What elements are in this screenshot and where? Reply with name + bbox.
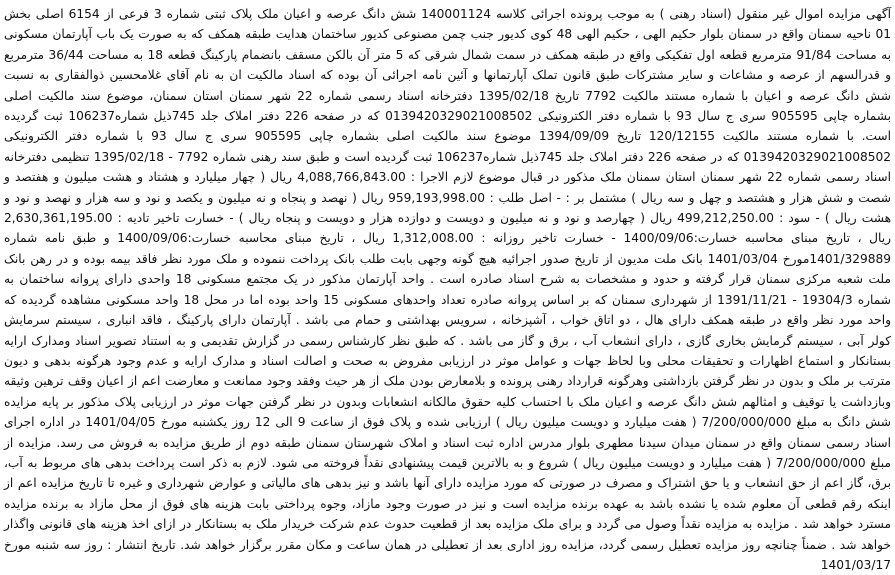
auction-notice-page	[4, 4, 892, 572]
auction-notice-text: آگهی مزایده اموال غیر منقول (اسناد رهنی ) به موجب پرونده اجرائی کلاسه 140001124 شش دانگ عرصه و اعیان ملک پلاک ثبتی شماره 3 فرعی از 6154 اصلی بخش 01 ناحیه سمنان واقع در سمنان بلوار حکیم الهی ، حکیم الهی 48 کوی کدیور جنب چمن مصنوعی کدیور ساختمان هدایت طبقه همکف که به صورت یک باب آپارتمان مسکونی به مساحت 91/84 مترمربع قطعه اول تفکیکی واقع در طبقه همکف در سمت شمال شرقی که 5 متر آن بالکن مسقف بانضمام پارکینگ قطعه 18 به مساحت 36/44 مترمربع و قدرالسهم از عرصه و مشاعات و سایر مشترکات طبق قانون تملک آپارتمانها و آئین نامه اجرائی آن بوده که اسناد مالکیت ان به نام آقای غلامحسین ذوالفقاری به نسبت شش دانگ عرصه و اعیان با شماره مستند مالکیت 7792 تاریخ 1395/02/18 دفترخانه اسناد رسمی شماره 22 شهر سمنان استان سمنان، موضوع سند مالکیت اصلی بشماره چاپی 905595 سری ج سال 93 با شماره دفتر الکترونیکی 0139420329021008502 که در صفحه 226 دفتر املاک جلد 745ذیل شماره106237 ثبت گردیده است. با شماره مستند مالکیت 120/12155 تاریخ 1394/09/09 موضوع سند مالکیت اصلی بشماره چاپی 905595 سری ج سال 93 با شماره دفتر الکترونیکی 0139420329021008502 که در صفحه 226 دفتر املاک جلد 745ذیل شماره106237 ثبت گردیده است و طبق سند رهنی شماره 7792 - 1395/02/18 تنظیمی دفترخانه اسناد رسمی شماره 22 شهر سمنان استان سمنان ملک مذکور در قبال موضوع لازم الاجرا : 4,088,766,843.00 ریال ( چهار میلیارد و هشتاد و هشت میلیون و هفتصد و شصت و شش هزار و هشتصد و چهل و سه ریال ) مشتمل بر : - اصل طلب : 959,193,998.00 ریال ( نهصد و پنجاه و نه میلیون و یکصد و نود و سه هزار و نهصد و نود و هشت ریال ) - سود : 499,212,250.00 ریال ( چهارصد و نود و نه میلیون و دویست و دوازده هزار و دویست و پنجاه ریال ) - خسارت تاخیر تادیه : 2,630,361,195.00 ریال ، تاریخ مبنای محاسبه خسارت:1400/09/06 - خسارت تاخیر روزانه : 1,312,008.00 ریال ، تاریخ مبنای محاسبه خسارت:1400/09/06 و طبق نامه شماره 1401/329889مورخ 1401/03/04 بانک ملت مدیون از تاریخ صدور اجرائیه هیچ گونه وجهی بابت طلب بانک پرداخت ننموده و ملک مورد نظر فاقد بیمه بوده و در رهن بانک ملت شعبه مرکزی سمنان قرار گرفته و حدود و مشخصات به شرح اسناد صادره است . واحد آپارتمان مذکور در یک مجتمع مسکونی 18 واحدی دارای پروانه ساختمان به شماره 19304/3 - 1391/11/21 از شهرداری سمنان که بر اساس پروانه صادره تعداد واحدهای مسکونی 15 واحد بوده اما در محل 18 واحد مسکونی مشاهده گردیده که واحد مورد نظر واقع در طبقه همکف دارای هال ، دو اتاق خواب ، آشپزخانه ، سرویس بهداشتی و حمام می باشد . آپارتمان دارای پارکینگ ، فاقد انباری ، سیستم سرمایش کولر آبی ، سیستم گرمایش بخاری گازی ، دارای انشعاب آب ، برق و گاز می باشد . که طبق نظر کارشناس رسمی در گزارش تقدیمی و به استناد تصویر اسناد ومدارک ارایه بستانکار و استماع اظهارات و تحقیقات محلی وبا لحاظ جهات و عوامل موثر در ارزیابی مفروض به صحت و اصالت اسناد و مدارک ارایه و عدم وجود هرگونه بدهی و دیون مترتب بر ملک و بدون در نظر گرفتن بازداشتی وهرگونه قرارداد رهنی پرونده و بلامعارض بودن ملک از هر حیث وفقد وجود ممانعت و معارضت اعم از اعیان وقف ترهین وثیقه وبازداشت یا توقیف و امثالهم شش دانگ عرصه و اعیان ملک با احتساب کلیه حقوق مالکانه انشعابات وبدون در نظر گرفتن جهات موثر در ارزیابی پلاک مذکور بر پایه مزایده شش دانگ به مبلغ 7/200/000/000 ( هفت میلیارد و دویست میلیون ریال ) ارزیابی شده و پلاک فوق از ساعت 9 الی 12 روز یکشنبه مورخ 1401/04/05 در اداره اجرای اسناد رسمی سمنان واقع در سمنان میدان سیدنا مطهری بلوار مدرس اداره ثبت اسناد و املاک شهرستان سمنان طبقه دوم از طریق مزایده به فروش می رسد. مزایده از مبلغ 7/200/000/000 ( هفت میلیارد و دویست میلیون ریال ) شروع و به بالاترین قیمت پیشنهادی نقداً فروخته می شود. لازم به ذکر است پرداخت بدهی های مربوط به آب، برق، گاز اعم از حق انشعاب و یا حق اشتراک و مصرف در صورتی که مورد مزایده دارای آنها باشد و نیز بدهی های مالیاتی و عوارض شهرداری و غیره تا تاریخ مزایده اعم از اینکه رقم قطعی آن معلوم شده یا نشده باشد به عهده برنده مزایده است و نیز در صورت وجود مازاد، وجوه پرداختی بابت هزینه های فوق از محل مازاد به برنده مزایده مسترد خواهد شد . مزایده به مزایده نقداً وصول می گردد و برای ملک مزایده بعد از قطعیت حدوث عدم شرکت خریدار ملک به بستانکار در ازای اخذ هزینه های قانونی واگذار خواهد شد . ضمناً چنانچه روز مزایده تعطیل رسمی گردد، مزایده روز اداری بعد از تعطیلی در همان ساعت و مکان مقرر برگزار خواهد شد. تاریخ انتشار : روز سه شنبه مورخ 1401/03/17	[4, 7, 892, 572]
